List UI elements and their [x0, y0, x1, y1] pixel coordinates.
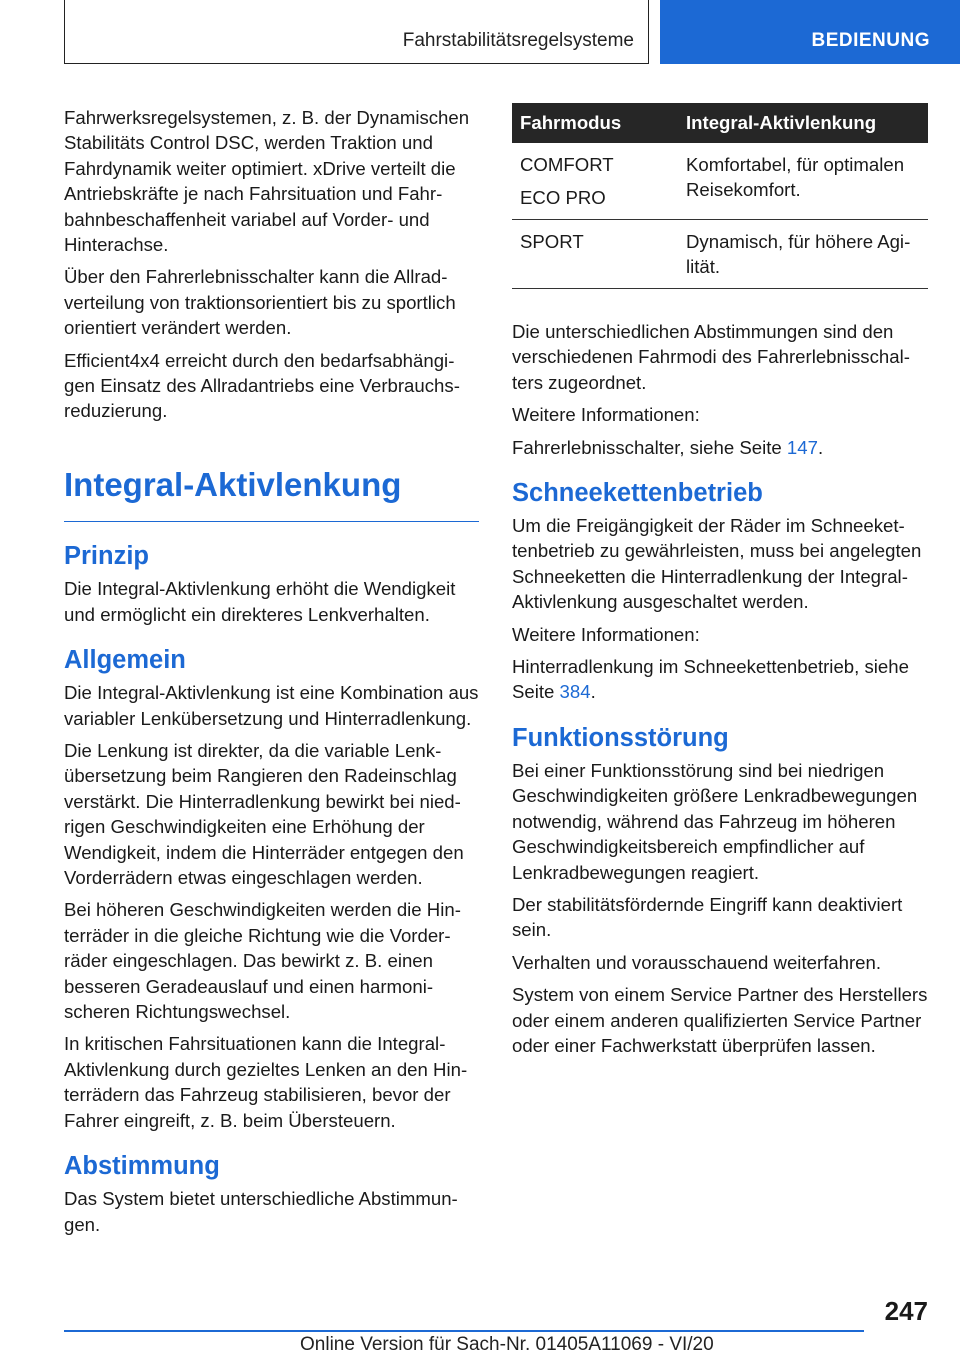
- page-number: 247: [884, 1296, 928, 1326]
- table-row: [512, 143, 928, 220]
- schnee-paragraph-1: Um die Freigängigkeit der Räder im Schneekettenbetrieb zu gewährleisten, muss bei angelegten Schneeketten die Hinterradlenkung der Integral-Aktivlenkung ausgeschaltet werden.: [512, 515, 922, 613]
- page-link-147[interactable]: 147: [786, 436, 818, 458]
- ref-end: .: [590, 681, 596, 703]
- chapter-tab-label: BEDIENUNG: [811, 30, 930, 51]
- allgemein-paragraph-2: Die Lenkung ist direkter, da die variable Lenkübersetzung beim Rangieren den Radeinschlag verstärkt. Die Hinterradlenkung bewirkt bei niedrigen Geschwindigkeiten eine Erhöhung der Wendigkeit, indem die Hinterräder entgegen den Vorderrädern etwas eingeschlagen werden.: [64, 740, 464, 889]
- table-cell-mode: [512, 143, 678, 220]
- intro-paragraph-3: Efficient4x4 erreicht durch den bedarfsabhängigen Einsatz des Allradantriebs eine Verbrauchsreduzierung.: [64, 349, 460, 422]
- page-link-384[interactable]: 384: [559, 681, 591, 703]
- intro-paragraph-1: Fahrwerksregelsystemen, z. B. der Dynamischen Stabilitäts Control DSC, werden Traktion und Fahrdynamik weiter optimiert. xDrive verteilt die Antriebskräfte je nach Fahrsituation und Fahrbahnbeschaffenheit variabel auf Vorder- und Hinterachse.: [64, 107, 470, 256]
- allgemein-paragraph-3: Bei höheren Geschwindigkeiten werden die Hinterräder in die gleiche Richtung wie die Vorderräder eingeschlagen. Das bewirkt z. B. einen besseren Geradeauslauf und einen harmonischeren Richtungswechsel.: [64, 899, 461, 1023]
- heading-funktionsstoerung: Funktionsstörung: [512, 723, 729, 752]
- heading-allgemein: Allgemein: [64, 646, 186, 675]
- table-cell-desc: Dynamisch, für höhere Agilität.: [678, 220, 928, 289]
- header-frame: [64, 0, 649, 64]
- right-column: [512, 103, 928, 1065]
- heading-rule: [64, 521, 479, 523]
- abstimmung-text: Das System bietet unterschiedliche Abstimmungen.: [64, 1188, 458, 1235]
- right-paragraph-2: Weitere Informationen:: [512, 404, 700, 426]
- heading-prinzip: Prinzip: [64, 542, 150, 571]
- stoerung-paragraph-2: Der stabilitätsfördernde Eingriff kann deaktiviert sein.: [512, 893, 903, 941]
- mode-comfort: COMFORT: [520, 154, 614, 175]
- left-column: [64, 105, 479, 1244]
- table-header-mode: Fahrmodus: [512, 103, 678, 143]
- table-cell-desc: Komfortabel, für optimalen Reisekomfort.: [678, 143, 928, 220]
- chapter-tab[interactable]: [660, 0, 960, 64]
- right-paragraph-3: [512, 435, 928, 460]
- allgemein-paragraph-1: Die Integral-Aktivlenkung ist eine Kombination aus variabler Lenkübersetzung und Hinterradlenkung.: [64, 682, 479, 729]
- footer-text: Online Version für Sach-Nr. 01405A11069 - VI/20: [300, 1334, 714, 1355]
- intro-paragraph-2: Über den Fahrerlebnisschalter kann die Allradverteilung von traktionsorientiert bis zu sportlich orientiert verändert werden.: [64, 266, 456, 339]
- stoerung-paragraph-4: System von einem Service Partner des Herstellers oder einem anderen qualifizierten Service Partner oder einer Fachwerkstatt überprüfen lassen.: [512, 984, 928, 1056]
- table-header-row: [512, 103, 928, 143]
- table-header-steering: Integral-Aktivlenkung: [678, 103, 928, 143]
- prinzip-text: Die Integral-Aktivlenkung erhöht die Wendigkeit und ermöglicht ein direkteres Lenkverhalten.: [64, 578, 456, 625]
- schnee-paragraph-2: Weitere Informationen:: [512, 623, 700, 645]
- mode-eco-pro: ECO PRO: [520, 187, 606, 208]
- heading-abstimmung: Abstimmung: [64, 1152, 220, 1181]
- ref-text: Fahrerlebnisschalter, siehe Seite: [512, 436, 787, 458]
- ref-text: Hinterradlenkung im Schneekettenbetrieb, siehe Seite: [512, 656, 909, 703]
- table-row: [512, 220, 928, 289]
- stoerung-paragraph-3: Verhalten und vorausschauend weiterfahren.: [512, 951, 882, 973]
- section-title: Fahrstabilitätsregelsysteme: [402, 30, 634, 51]
- mode-sport: SPORT: [512, 220, 678, 289]
- right-paragraph-1: Die unterschiedlichen Abstimmungen sind den verschiedenen Fahrmodi des Fahrerlebnisschalters zugeordnet.: [512, 321, 910, 393]
- chapter-heading: Integral-Aktivlenkung: [64, 465, 402, 503]
- schnee-paragraph-3: [512, 654, 928, 705]
- allgemein-paragraph-4: In kritischen Fahrsituationen kann die Integral-Aktivlenkung durch gezieltes Lenken an den Hinterrädern das Fahrzeug stabilisieren, bevor der Fahrer eingreift, z. B. beim Übersteuern.: [64, 1033, 468, 1131]
- footer-rule: [64, 1330, 864, 1332]
- ref-end: .: [817, 436, 824, 458]
- stoerung-paragraph-1: Bei einer Funktionsstörung sind bei niedrigen Geschwindigkeiten größere Lenkradbewegungen notwendig, während das Fahrzeug im höheren Geschwindigkeitsbereich empfindlicher auf Lenkradbewegungen reagiert.: [512, 759, 918, 883]
- heading-schneekettenbetrieb: Schneekettenbetrieb: [512, 479, 763, 508]
- mode-table: [512, 103, 928, 289]
